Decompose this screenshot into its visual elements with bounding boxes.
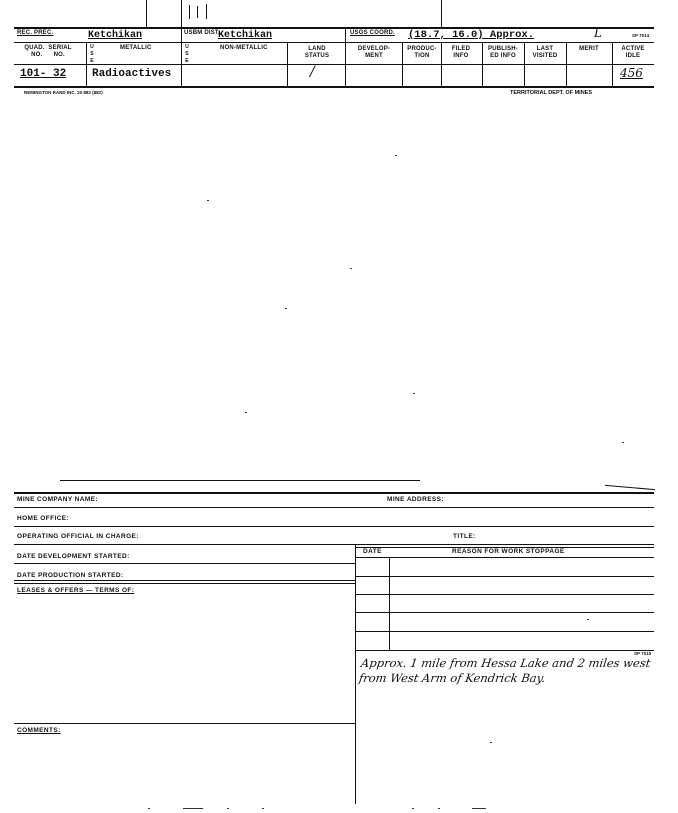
production-header: PRODUC- TION xyxy=(407,46,437,59)
usgs-coord-value: (18.7, 16.0) Approx. xyxy=(408,29,535,41)
filed-info-header: FILED INFO xyxy=(451,46,471,59)
rec-prec-value: Ketchikan xyxy=(88,30,143,41)
quad-serial-value: 101- 32 xyxy=(20,68,67,80)
usbm-dist-label: USBM DIST. xyxy=(184,30,221,36)
use-code-metallic: U S E xyxy=(90,44,94,64)
title-label: TITLE: xyxy=(453,533,476,540)
date-development-started-label: DATE DEVELOPMENT STARTED: xyxy=(17,553,130,560)
metallic-header: METALLIC xyxy=(120,45,152,51)
home-office-label: HOME OFFICE: xyxy=(17,515,70,522)
leases-offers-label: LEASES & OFFERS — TERMS OF: xyxy=(17,587,135,594)
metallic-value: Radioactives xyxy=(92,68,172,80)
printer-imprint: REMINGTON RAND INC. 20 882 (882) xyxy=(24,90,103,95)
form-number-bottom: SP 7015 xyxy=(634,651,652,656)
form-number-top: SP 7014 xyxy=(632,33,650,38)
date-column-header: DATE xyxy=(363,548,382,555)
department-imprint: TERRITORIAL DEPT. OF MINES xyxy=(510,90,592,96)
usbm-dist-value: Ketchikan xyxy=(218,30,273,41)
use-code-nonmetallic: U S E xyxy=(185,44,189,64)
operating-official-label: OPERATING OFFICIAL IN CHARGE: xyxy=(17,533,139,540)
published-info-header: PUBLISH- ED INFO xyxy=(488,46,518,59)
land-status-header: LAND STATUS xyxy=(304,46,330,59)
active-idle-header: ACTIVE IDLE xyxy=(621,46,645,59)
merit-header: MERIT xyxy=(579,46,599,52)
reason-column-header: REASON FOR WORK STOPPAGE xyxy=(452,548,565,555)
mine-company-name-label: MINE COMPANY NAME: xyxy=(17,496,98,503)
quad-serial-header: QUAD. SERIAL NO. NO. xyxy=(24,45,72,58)
usgs-coord-label: USGS COORD. xyxy=(350,30,395,36)
land-status-value: / xyxy=(310,64,315,80)
comments-label: COMMENTS: xyxy=(17,727,61,734)
non-metallic-header: NON-METALLIC xyxy=(220,45,268,51)
date-production-started-label: DATE PRODUCTION STARTED: xyxy=(17,572,124,579)
handwritten-mark: L xyxy=(594,26,602,40)
handwritten-location-note: Approx. 1 mile from Hessa Lake and 2 miles west from West Arm of Kendrick Bay. xyxy=(358,656,652,685)
development-header: DEVELOP- MENT xyxy=(357,46,391,59)
active-idle-value: 456 xyxy=(620,66,643,80)
mine-address-label: MINE ADDRESS: xyxy=(387,496,444,503)
rec-prec-label: REC. PREC. xyxy=(17,30,54,36)
last-visited-header: LAST VISITED xyxy=(532,46,558,59)
